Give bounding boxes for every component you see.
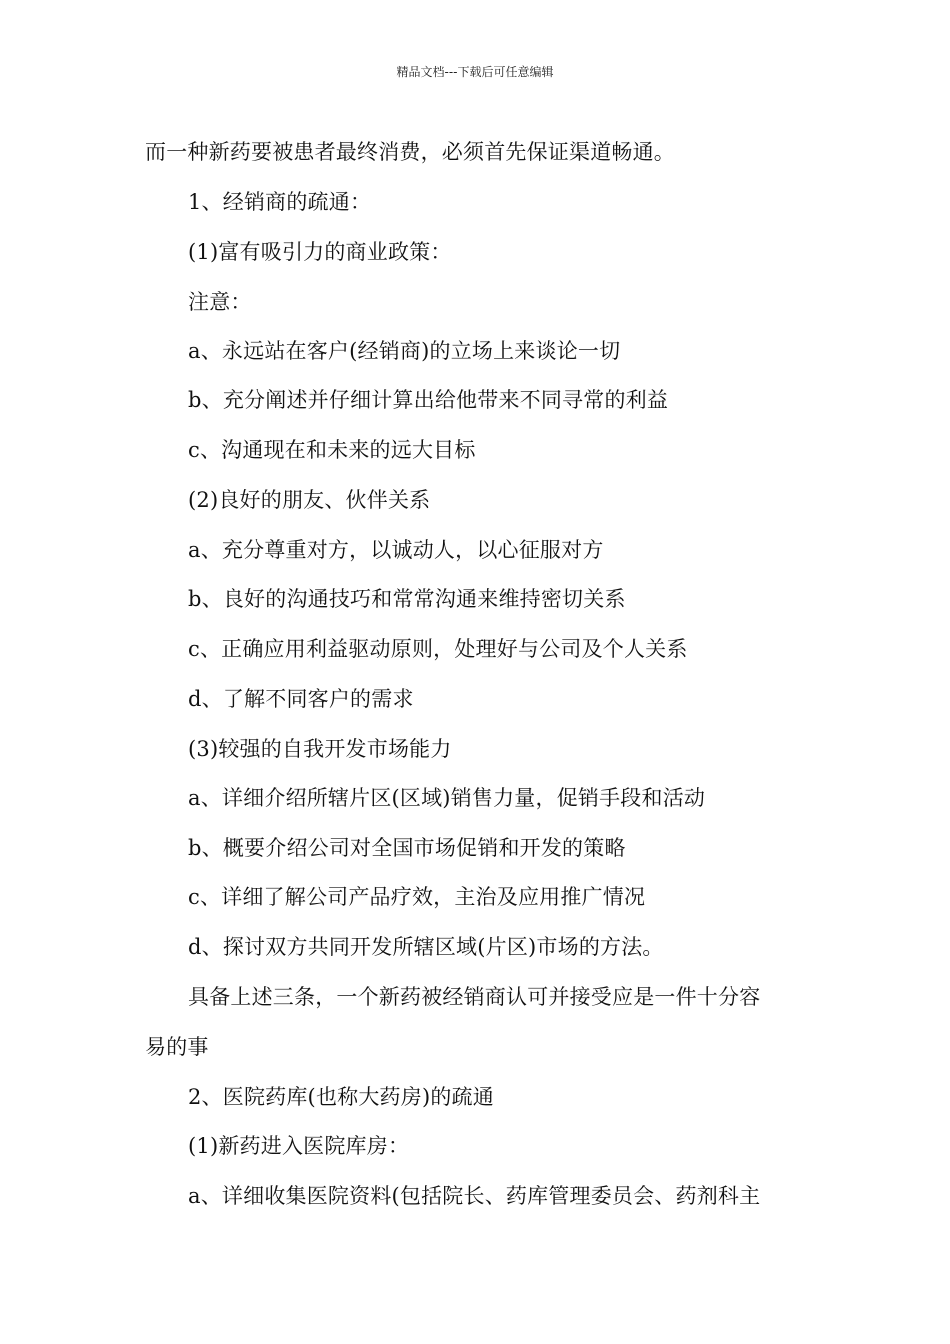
list-item: b、概要介绍公司对全国市场促销和开发的策略: [188, 836, 626, 860]
list-item: d、了解不同客户的需求: [188, 687, 414, 711]
paragraph-line: 具备上述三条，一个新药被经销商认可并接受应是一件十分容: [188, 985, 761, 1009]
list-item: d、探讨双方共同开发所辖区域(片区)市场的方法。: [188, 935, 664, 959]
list-item: b、充分阐述并仔细计算出给他带来不同寻常的利益: [188, 388, 669, 412]
list-item: b、良好的沟通技巧和常常沟通来维持密切关系: [188, 587, 626, 611]
list-item: c、沟通现在和未来的远大目标: [188, 438, 476, 462]
page-header: 精品文档---下载后可任意编辑: [396, 65, 554, 79]
list-item: a、详细介绍所辖片区(区域)销售力量，促销手段和活动: [188, 786, 706, 810]
list-item: a、详细收集医院资料(包括院长、药库管理委员会、药剂科主: [188, 1184, 761, 1208]
subsection-heading: (1)富有吸引力的商业政策：: [188, 240, 452, 264]
paragraph-line: 而一种新药要被患者最终消费，必须首先保证渠道畅通。: [145, 140, 675, 164]
note-label: 注意：: [188, 290, 252, 314]
list-item: a、充分尊重对方，以诚动人，以心征服对方: [188, 538, 604, 562]
list-item: a、永远站在客户(经销商)的立场上来谈论一切: [188, 339, 621, 363]
section-heading: 2、医院药库(也称大药房)的疏通: [188, 1085, 494, 1109]
paragraph-line: 易的事: [145, 1035, 209, 1059]
list-item: c、正确应用利益驱动原则，处理好与公司及个人关系: [188, 637, 688, 661]
subsection-heading: (2)良好的朋友、伙伴关系: [188, 488, 431, 512]
section-heading: 1、经销商的疏通：: [188, 190, 372, 214]
subsection-heading: (3)较强的自我开发市场能力: [188, 737, 452, 761]
list-item: c、详细了解公司产品疗效，主治及应用推广情况: [188, 885, 646, 909]
subsection-heading: (1)新药进入医院库房：: [188, 1134, 410, 1158]
